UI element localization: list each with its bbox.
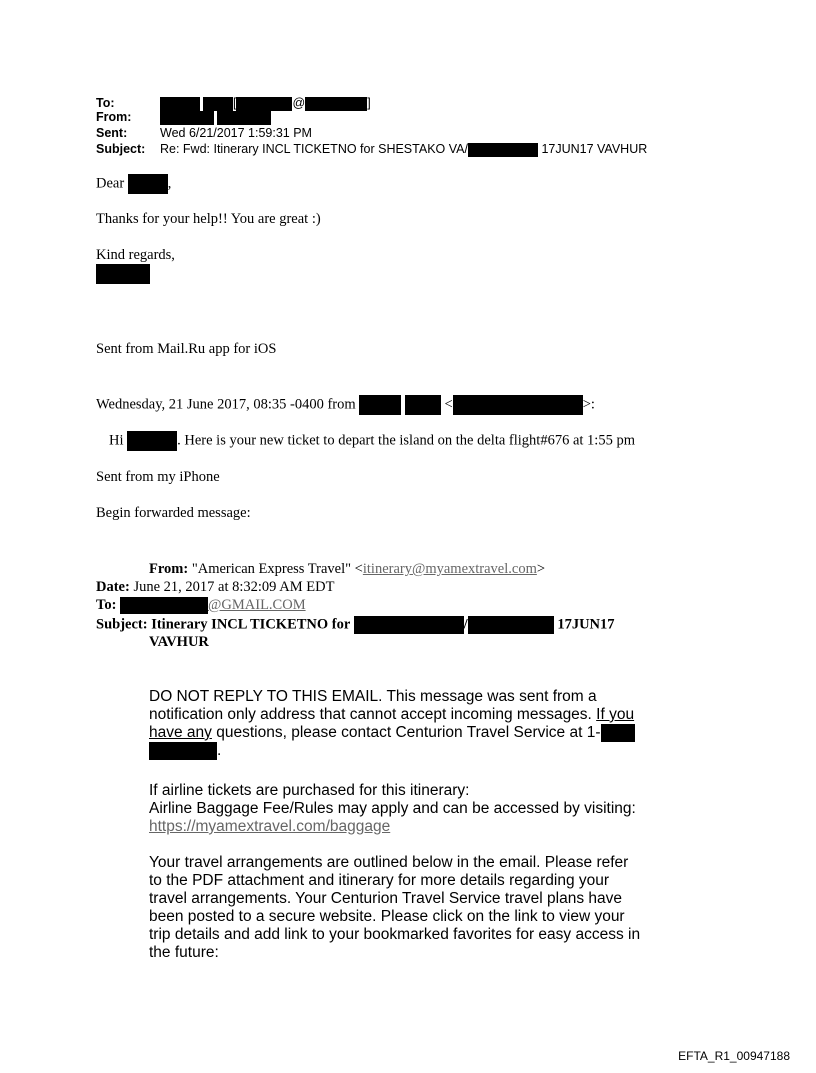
- header-sent-row: [96, 126, 312, 140]
- iphone-signature: Sent from my iPhone: [96, 469, 220, 485]
- bates-number: EFTA_R1_00947188: [678, 1049, 790, 1063]
- fwd-subject-text: Itinerary INCL TICKETNO for: [151, 616, 351, 633]
- mailru-signature: Sent from Mail.Ru app for iOS: [96, 341, 277, 357]
- quote-intro-text: Wednesday, 21 June 2017, 08:35 -0400 from: [96, 396, 356, 413]
- fwd-to-row: [96, 597, 306, 614]
- fwd-subject-tail: 17JUN17: [557, 616, 615, 633]
- to-bracket: ]: [367, 96, 371, 110]
- subject-tail: 17JUN17 VAVHUR: [541, 142, 648, 156]
- arrangements-line: travel arrangements. Your Centurion Travel Service travel plans have: [149, 890, 622, 907]
- redaction: [160, 97, 200, 111]
- fwd-from-label: From:: [149, 561, 189, 577]
- forwarded-intro: Begin forwarded message:: [96, 505, 251, 521]
- redaction: [601, 724, 635, 742]
- fwd-from-name: "American Express Travel" <: [191, 561, 363, 577]
- baggage-line: Airline Baggage Fee/Rules may apply and can be accessed by visiting:: [149, 800, 636, 817]
- greeting-comma: ,: [167, 175, 172, 192]
- baggage-line: If airline tickets are purchased for this itinerary:: [149, 782, 470, 799]
- fwd-subject-slash: /: [463, 616, 468, 633]
- notice-line: [149, 706, 749, 724]
- fwd-date-row: [96, 579, 334, 596]
- subject-text: Re: Fwd: Itinerary INCL TICKETNO for SHESTAKO VA/: [160, 142, 468, 156]
- redaction: [160, 111, 214, 125]
- quote-hi: Hi: [109, 432, 124, 449]
- notice-line: DO NOT REPLY TO THIS EMAIL. This message was sent from a: [149, 688, 597, 705]
- fwd-date-label: Date:: [96, 579, 130, 595]
- baggage-paragraph: [149, 782, 769, 836]
- fwd-subject-label: Subject:: [96, 616, 148, 633]
- notice-text: If you: [596, 706, 635, 723]
- notice-line: [149, 724, 749, 742]
- redaction: [128, 174, 168, 194]
- quote-message-text: . Here is your new ticket to depart the island on the delta flight#676 at 1:55 pm: [177, 432, 635, 449]
- redaction: [468, 616, 554, 634]
- header-to-row: [96, 96, 371, 111]
- arrangements-line: the future:: [149, 944, 219, 961]
- redaction: [217, 111, 271, 125]
- sent-label: Sent:: [96, 126, 128, 140]
- greeting: [96, 174, 171, 194]
- redaction: [203, 97, 233, 111]
- arrangements-paragraph: [149, 854, 769, 962]
- to-at-sign: @: [292, 96, 306, 110]
- redaction: [305, 97, 367, 111]
- arrangements-line: to the PDF attachment and itinerary for more details regarding your: [149, 872, 610, 889]
- quote-message: [109, 431, 635, 451]
- fwd-to-email-link[interactable]: @GMAIL.COM: [208, 597, 306, 613]
- arrangements-line: been posted to a secure website. Please click on the link to view your: [149, 908, 625, 925]
- notice-text: notification only address that cannot accept incoming messages.: [149, 706, 597, 723]
- to-bracket: [: [233, 96, 237, 110]
- fwd-subject-row: [96, 616, 615, 634]
- signature-redaction: [96, 264, 150, 284]
- from-label: From:: [96, 110, 132, 124]
- fwd-from-close: >: [536, 561, 546, 577]
- redaction: [236, 97, 292, 111]
- fwd-from-email-link[interactable]: itinerary@myamextravel.com: [362, 561, 537, 577]
- quote-gt: >:: [582, 396, 595, 413]
- redaction: [127, 431, 177, 451]
- baggage-link[interactable]: https://myamextravel.com/baggage: [149, 818, 391, 835]
- notice-text: questions, please contact Centurion Travel Service at 1-: [211, 724, 601, 742]
- arrangements-line: Your travel arrangements are outlined below in the email. Please refer: [149, 854, 629, 871]
- sent-value: Wed 6/21/2017 1:59:31 PM: [160, 126, 312, 140]
- notice-paragraph: [149, 688, 749, 760]
- greeting-text: Dear: [96, 175, 125, 192]
- to-label: To:: [96, 96, 115, 110]
- redaction: [453, 395, 583, 415]
- header-subject-row: [96, 142, 647, 157]
- arrangements-line: trip details and add link to your bookmarked favorites for easy access in: [149, 926, 641, 943]
- thanks-line: Thanks for your help!! You are great :): [96, 211, 321, 227]
- fwd-to-label: To:: [96, 597, 117, 613]
- fwd-date-value: June 21, 2017 at 8:32:09 AM EDT: [133, 579, 335, 595]
- redaction: [354, 616, 464, 634]
- notice-line: [149, 742, 749, 760]
- redaction: [405, 395, 441, 415]
- notice-text: .: [217, 742, 222, 760]
- header-from-row: [96, 110, 271, 125]
- regards-line: Kind regards,: [96, 247, 175, 263]
- notice-text: have any: [149, 724, 212, 742]
- redaction: [359, 395, 401, 415]
- subject-label: Subject:: [96, 142, 146, 156]
- quote-intro: [96, 395, 595, 415]
- redaction: [120, 597, 208, 614]
- redaction: [149, 742, 217, 760]
- fwd-from-row: [149, 561, 545, 578]
- fwd-subject-line2: VAVHUR: [149, 634, 209, 650]
- redaction: [468, 143, 538, 157]
- quote-lt: <: [444, 396, 453, 413]
